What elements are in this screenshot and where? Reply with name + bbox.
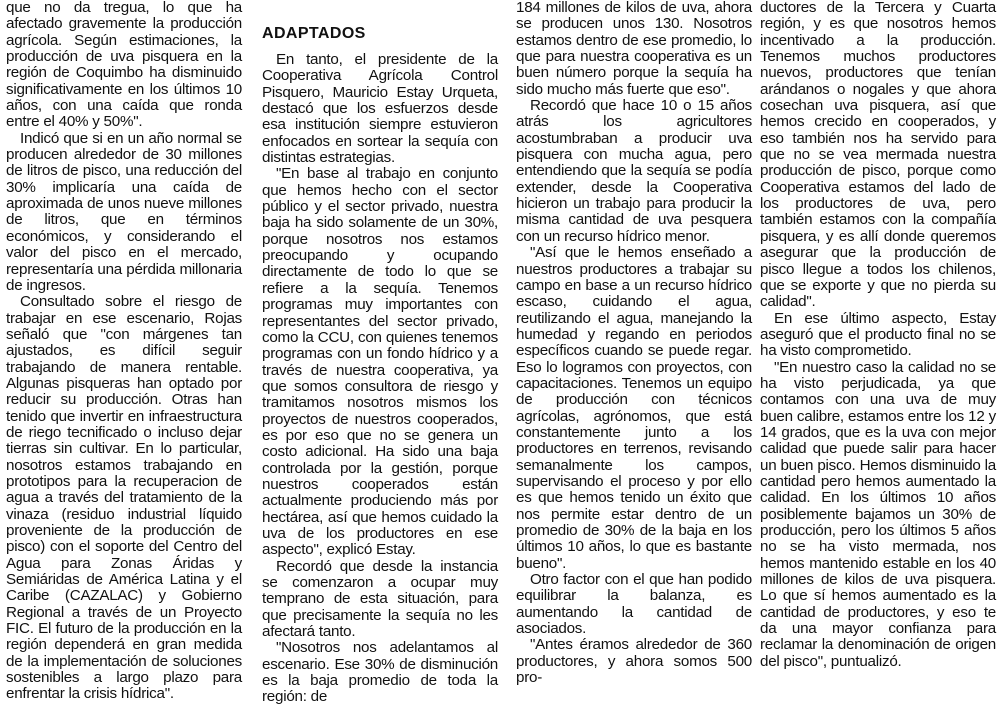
paragraph: ductores de la Tercera y Cuarta región, y es que nosotros hemos incentivado a la producción. Tenemos muchos productores nuevos, productores que tenían arándanos o nogales y que ahora cosechan uva pisquera, así que hemos crecido en cooperados, y eso también nos ha servido para que no se vea mermada nuestra producción de pisco, porque como Cooperativa estamos del lado de los productores de uva, pero también estamos con la compañía pisquera, y es allí donde queremos asegurar que la producción de pisco llegue a todos los chilenos, que se exporte y que no pierda su calidad". bbox=[760, 0, 996, 311]
article-column-2 bbox=[262, 0, 498, 706]
paragraph: En ese último aspecto, Estay aseguró que el producto final no se ha visto comprometido. bbox=[760, 309, 996, 360]
article-column-3 bbox=[516, 0, 752, 686]
paragraph: "Nosotros nos adelantamos al escenario. Ese 30% de disminución es la baja promedio de toda la región: de bbox=[262, 639, 498, 706]
article-column-4 bbox=[760, 0, 996, 670]
paragraph: En tanto, el presidente de la Cooperativa Agrícola Control Pisquero, Mauricio Estay Urqueta, destacó que los esfuerzos desde esa institución siempre estuvieron enfocados en sortear la sequía con distintas estrategias. bbox=[262, 51, 498, 167]
paragraph: Consultado sobre el riesgo de trabajar en ese escenario, Rojas señaló que "con márgenes tan ajustados, es difícil seguir trabajando de manera rentable. Algunas pisqueras han optado por reducir su producción. Otras han tenido que invertir en infraestructura de riego tecnificado o incluso dejar tierras sin cultivar. En lo particular, nosotros estamos trabajando en prototipos para la recuperacion de agua a través del tratamiento de la vinaza (residuo industrial líquido proveniente de la producción de pisco) con el soporte del Centro del Agua para Zonas Áridas y Semiáridas de América Latina y el Caribe (CAZALAC) y Gobierno Regional a través de un Proyecto FIC. El futuro de la producción en la región dependerá en gran medida de la implementación de soluciones sostenibles a largo plazo para enfrentar la crisis hídrica". bbox=[6, 293, 242, 703]
paragraph: "Antes éramos alrededor de 360 productores, y ahora somos 500 pro- bbox=[516, 636, 752, 687]
paragraph: Indicó que si en un año normal se producen alrededor de 30 millones de litros de pisco, una reducción del 30% implicaría una caída de aproximada de unos nueve millones de litros, que en términos económicos, y considerando el valor del pisco en el mercado, representaría una pérdida millonaria de ingresos. bbox=[6, 129, 242, 294]
paragraph: Otro factor con el que han podido equilibrar la balanza, es aumentando la cantidad de asociados. bbox=[516, 571, 752, 638]
paragraph: Recordó que desde la instancia se comenzaron a ocupar muy temprano de esta situación, para que precisamente la sequía no les afectará tanto. bbox=[262, 557, 498, 641]
section-heading: ADAPTADOS bbox=[262, 25, 366, 42]
paragraph: que no da tregua, lo que ha afectado gravemente la producción agrícola. Según estimaciones, la producción de uva pisquera en la región de Coquimbo ha disminuido significativamente en los últimos 10 años, con una caída que ronda entre el 40% y 50%". bbox=[6, 0, 242, 131]
paragraph: 184 millones de kilos de uva, ahora se producen unos 130. Nosotros estamos dentro de ese promedio, lo que para nuestra cooperativa es un buen número porque la sequía ha sido mucho más fuerte que eso". bbox=[516, 0, 752, 98]
paragraph: "En base al trabajo en conjunto que hemos hecho con el sector público y el sector privado, nuestra baja ha sido solamente de un 30%, porque nosotros nos estamos preocupando y ocupando directamente de todo lo que se refiere a la sequía. Tenemos programas muy importantes con representantes del sector privado, como la CCU, con quienes tenemos programas con un fondo hídrico y a través de nuestra cooperativa, ya que somos consultora de riesgo y tramitamos nosotros mismos los proyectos de nuestros cooperados, es por eso que no se genera un costo adicional. Ha sido una baja controlada por la gestión, porque nuestros cooperados están actualmente produciendo más por hectárea, así que hemos cuidado la uva de los productores en ese aspecto", explicó Estay. bbox=[262, 165, 498, 559]
paragraph: Recordó que hace 10 o 15 años atrás los agricultores acostumbraban a producir uva pisquera con mucha agua, pero entendiendo que la sequía se podía extender, desde la Cooperativa hicieron un trabajo para producir la misma cantidad de uva pesquera con un recurso hídrico menor. bbox=[516, 97, 752, 245]
paragraph: "En nuestro caso la calidad no se ha visto perjudicada, ya que contamos con una uva de muy buen calibre, estamos entre los 12 y 14 grados, que es la uva con mejor calidad que puede salir para hacer un buen pisco. Hemos disminuido la cantidad pero hemos aumentado la calidad. En los últimos 10 años posiblemente bajamos un 30% de producción, pero los últimos 5 años no se ha visto mermada, nos hemos mantenido estable en los 40 millones de kilos de uva pisquera. Lo que sí hemos aumentado es la cantidad de productores, y eso te da una mayor confianza para reclamar la denominación de origen del pisco", puntualizó. bbox=[760, 358, 996, 670]
article-column-1 bbox=[6, 0, 242, 703]
paragraph: "Así que le hemos enseñado a nuestros productores a trabajar su campo en base a un recurso hídrico escaso, cuidando el agua, reutilizando el agua, manejando la humedad y regando en periodos específicos cuando se puede regar. Eso lo logramos con proyectos, con capacitaciones. Tenemos un equipo de producción con técnicos agrícolas, agrónomos, que está constantemente junto a los productores en terrenos, revisando semanalmente los campos, supervisando el proceso y por ello es que hemos tenido un éxito que nos permite estar dentro de un promedio de 30% de la baja en los últimos 10 años, lo que es bastante bueno". bbox=[516, 244, 752, 572]
